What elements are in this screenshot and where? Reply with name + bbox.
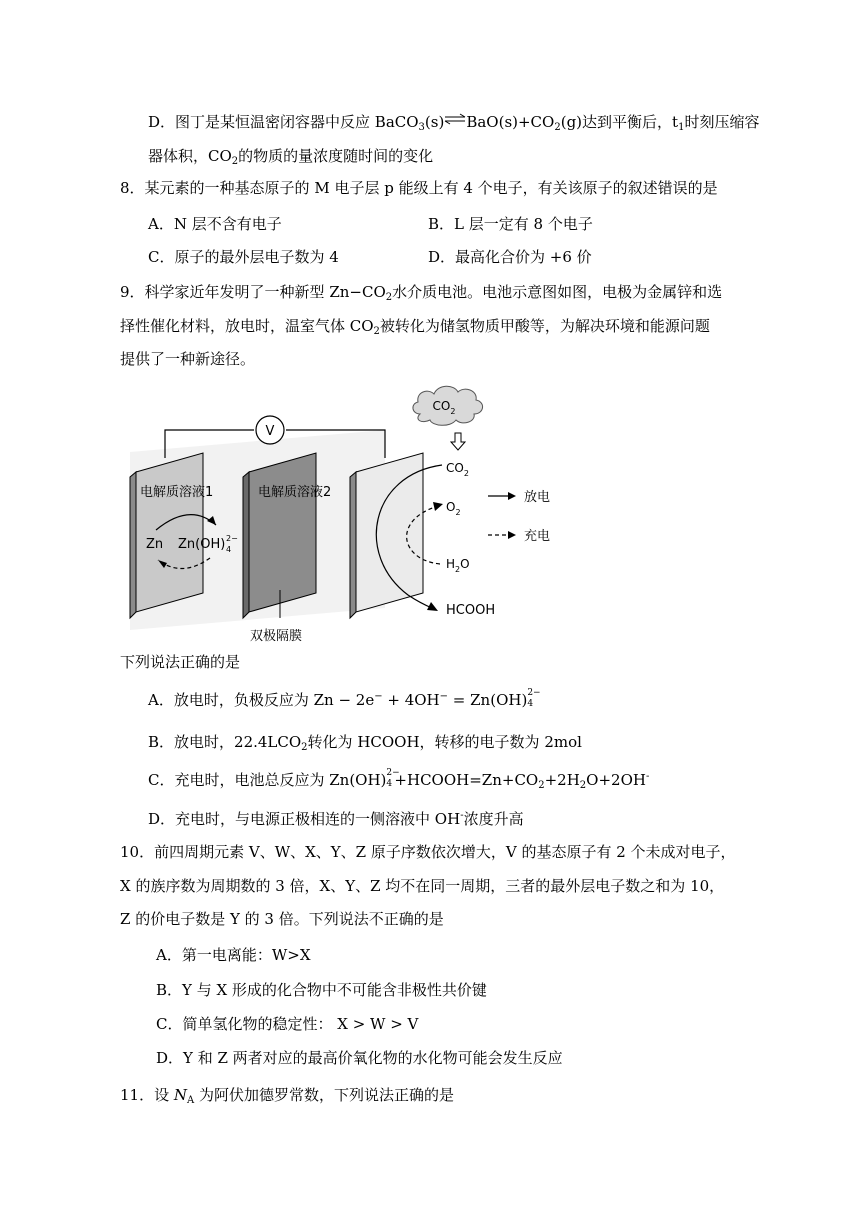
q10-stem-line3: Z 的价电子数是 Y 的 3 倍。下列说法不正确的是 <box>120 910 444 928</box>
membrane-label: 双极隔膜 <box>250 629 303 644</box>
q8-stem: 8．某元素的一种基态原子的 M 电子层 p 能级上有 4 个电子，有关该原子的叙述错误的是 <box>120 179 718 197</box>
q7-option-d-line1: D．图丁是某恒温密闭容器中反应 BaCO$_3$(s) $BaO(s)+CO_2(g)$达到平衡后，$t_1$时刻压缩容 <box>148 112 759 132</box>
q10-option-a: A．第一电离能：W>X <box>156 946 311 964</box>
q9-option-c: C．充电时，电池总反应为 Zn(OH) 2− 4 $+HCOOH=Zn+CO_2+2H_2O+2OH^-$ <box>148 768 650 791</box>
hcooh-label: HCOOH <box>446 603 496 618</box>
cloud-co2-label: $CO_2$ <box>432 399 456 416</box>
q9-stem-line2: 择性催化材料，放电时，温室气体 $CO_2$被转化为储氢物质甲酸等，为解决环境和能源问题 <box>120 317 710 337</box>
q10-stem-line2: X 的族序数为周期数的 3 倍，X、Y、Z 均不在同一周期，三者的最外层电子数之和为 10， <box>120 877 725 895</box>
q8-option-b: B．L 层一定有 8 个电子 <box>428 215 593 233</box>
legend-discharge-label: 放电 <box>524 490 551 505</box>
svg-text:2−: 2− <box>226 534 238 543</box>
q9-stem-line1: 9．科学家近年发明了一种新型 $Zn-CO_2$水介质电池。电池示意图如图，电极为金属锌和选 <box>120 283 723 303</box>
q9-option-d: D．充电时，与电源正极相连的一侧溶液中 OH-浓度升高 <box>148 810 524 828</box>
voltmeter-label: V <box>265 424 275 439</box>
svg-text:4: 4 <box>226 545 232 554</box>
q10-option-c: C．简单氢化物的稳定性： X > W > V <box>156 1015 419 1033</box>
bipolar-membrane <box>249 453 316 612</box>
legend-charge-label: 充电 <box>524 529 551 544</box>
battery-diagram <box>120 380 560 650</box>
q10-option-b: B．Y 与 X 形成的化合物中不可能含非极性共价键 <box>156 981 487 999</box>
q7-option-d-line2: 器体积，$CO_2$的物质的量浓度随时间的变化 <box>148 147 434 167</box>
co2-label: $CO_2$ <box>446 461 469 478</box>
q9-prompt: 下列说法正确的是 <box>120 653 241 671</box>
h2o-label: $H_2O$ <box>446 557 470 574</box>
electrolyte1-label: 电解质溶液1 <box>140 485 214 500</box>
q9-stem-line3: 提供了一种新途径。 <box>120 350 256 368</box>
o2-label: $O_2$ <box>446 500 461 517</box>
zn-oh-label: Zn(OH) <box>178 537 226 552</box>
electrolyte2-label: 电解质溶液2 <box>258 485 332 500</box>
membrane-side <box>243 472 249 618</box>
q9-option-a: A．放电时，负极反应为 Zn − 2e− + 4OH− = Zn(OH) 2− 4 <box>148 688 541 709</box>
q11-stem: 11．设 $N_A$ 为阿伏加德罗常数，下列说法正确的是 <box>120 1086 454 1106</box>
q8-option-d: D．最高化合价为 +6 价 <box>428 248 592 266</box>
down-arrow-icon <box>451 433 465 450</box>
q8-option-a: A．N 层不含有电子 <box>148 215 282 233</box>
q9-option-b: B．放电时，$22.4LCO_2$转化为 HCOOH，转移的电子数为 2mol <box>148 733 582 753</box>
q10-option-d: D．Y 和 Z 两者对应的最高价氧化物的水化物可能会发生反应 <box>156 1049 563 1067</box>
catalyst-electrode <box>356 453 423 612</box>
zn-label: Zn <box>146 537 164 552</box>
zn-electrode <box>136 453 203 612</box>
catalyst-electrode-side <box>350 472 356 618</box>
q8-option-c: C．原子的最外层电子数为 4 <box>148 248 339 266</box>
q10-stem-line1: 10．前四周期元素 V、W、X、Y、Z 原子序数依次增大，V 的基态原子有 2 个未成对电子， <box>120 843 736 861</box>
zn-electrode-side <box>130 472 136 618</box>
equilibrium-arrow-icon <box>444 110 466 130</box>
